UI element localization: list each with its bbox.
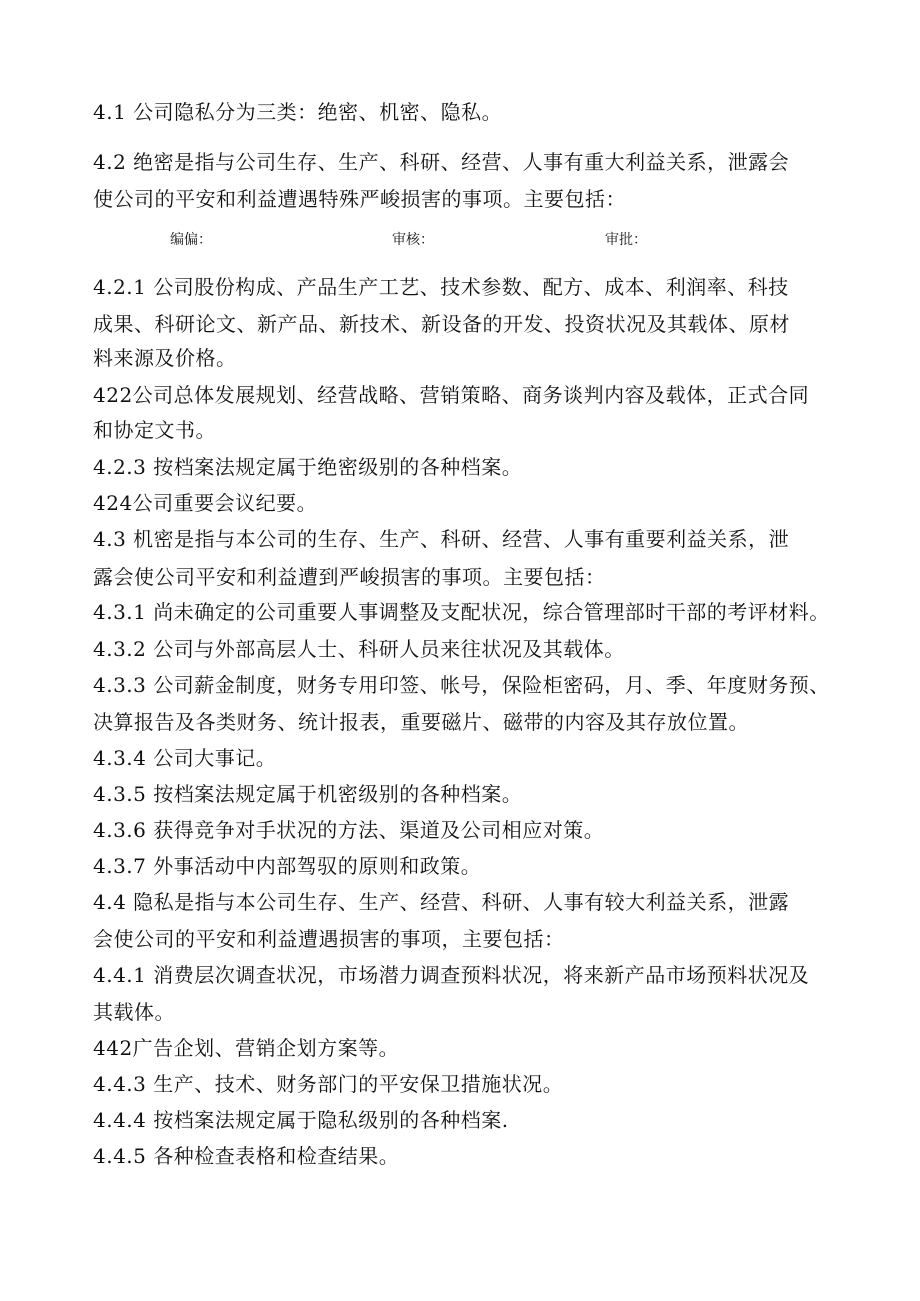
reviewer-label: 审核： [392,232,434,248]
clause-4-3-2: 4.3.2 公司与外部高层人士、科研人员来往状况及其载体。 [93,637,625,661]
clause-4-3-5: 4.3.5 按档案法规定属于机密级别的各种档案。 [93,782,523,806]
clause-4-2-1-cont: 成果、科研论文、新产品、新技术、新设备的开发、投资状况及其载体、原材 [93,312,790,336]
clause-4-2-4: 424公司重要会议纪要。 [93,491,318,515]
clause-4-4-1: 4.4.1 消费层次调查状况，市场潜力调查预料状况，将来新产品市场预料状况及 [93,963,810,987]
clause-4-2-3: 4.2.3 按档案法规定属于绝密级别的各种档案。 [93,455,523,479]
clause-4-4-3: 4.4.3 生产、技术、财务部门的平安保卫措施状况。 [93,1072,564,1096]
clause-4-3-7: 4.3.7 外事活动中内部驾驭的原则和政策。 [93,854,482,878]
editor-label: 编偏： [170,232,212,248]
clause-4-4-cont: 会使公司的平安和利益遭遇损害的事项，主要包括： [93,927,565,951]
clause-4-2-2: 422公司总体发展规划、经营战略、营销策略、商务谈判内容及载体，正式合同 [93,383,810,407]
clause-4-3-4: 4.3.4 公司大事记。 [93,746,277,770]
clause-4-3-3-cont: 决算报告及各类财务、统计报表，重要磁片、磁带的内容及其存放位置。 [93,710,749,734]
clause-4-2-2-cont: 和协定文书。 [93,418,216,442]
clause-4-4: 4.4 隐私是指与本公司生存、生产、经营、科研、人事有较大利益关系，泄露 [93,890,790,914]
clause-4-3-1: 4.3.1 尚未确定的公司重要人事调整及支配状况，综合管理部时干部的考评材料。 [93,600,830,624]
clause-4-3-cont: 露会使公司平安和利益遭到严峻损害的事项。主要包括： [93,565,606,589]
clause-4-3-3: 4.3.3 公司薪金制度，财务专用印签、帐号，保险柜密码，月、季、年度财务预、 [93,673,830,697]
clause-4-1: 4.1 公司隐私分为三类：绝密、机密、隐私。 [93,100,503,124]
clause-4-3-6: 4.3.6 获得竞争对手状况的方法、渠道及公司相应对策。 [93,818,605,842]
approver-label: 审批： [605,232,647,248]
clause-4-4-1-cont: 其载体。 [93,1000,175,1024]
clause-4-3: 4.3 机密是指与本公司的生存、生产、科研、经营、人事有重要利益关系，泄 [93,527,790,551]
clause-4-2: 4.2 绝密是指与公司生存、生产、科研、经营、人事有重大利益关系，泄露会 [93,150,790,174]
clause-4-4-4: 4.4.4 按档案法规定属于隐私级别的各种档案. [93,1108,509,1132]
clause-4-2-1-cont2: 料来源及价格。 [93,346,237,370]
clause-4-2-cont: 使公司的平安和利益遭遇特殊严峻损害的事项。主要包括： [93,187,626,211]
clause-4-4-2: 442广告企划、营销企划方案等。 [93,1036,400,1060]
clause-4-4-5: 4.4.5 各种检查表格和检查结果。 [93,1144,400,1168]
clause-4-2-1: 4.2.1 公司股份构成、产品生产工艺、技术参数、配方、成本、利润率、科技 [93,275,789,299]
